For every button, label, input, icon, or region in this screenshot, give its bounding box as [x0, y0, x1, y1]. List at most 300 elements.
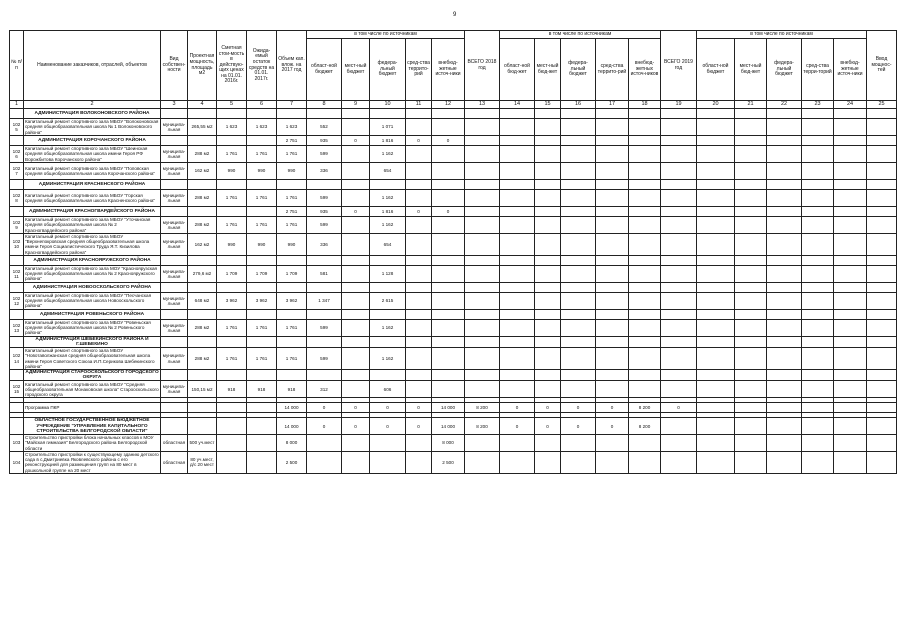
- empty-cell: [834, 292, 867, 309]
- empty-cell: [834, 336, 867, 347]
- empty-cell: [465, 435, 500, 452]
- empty-cell: [342, 348, 370, 370]
- value-cell: 0: [342, 136, 370, 146]
- empty-cell: [10, 109, 24, 119]
- empty-cell: [535, 207, 561, 217]
- empty-cell: [834, 348, 867, 370]
- empty-cell: [867, 418, 897, 435]
- value-cell: 990: [217, 163, 247, 180]
- empty-cell: [661, 452, 697, 474]
- empty-cell: [500, 319, 535, 336]
- section-row: [10, 418, 897, 435]
- empty-cell: [767, 282, 802, 292]
- value-cell: 8 000: [277, 435, 307, 452]
- empty-cell: [406, 190, 432, 207]
- empty-cell: [596, 265, 629, 282]
- empty-cell: [735, 418, 767, 435]
- empty-cell: [802, 255, 834, 265]
- empty-cell: [406, 319, 432, 336]
- value-cell: 599: [307, 146, 342, 163]
- empty-cell: [767, 265, 802, 282]
- header-commissioning: Ввод мощнос-тей: [867, 31, 897, 101]
- empty-cell: [217, 207, 247, 217]
- empty-cell: [370, 452, 406, 474]
- subheader-2018: внебюд-жетных источ-ников: [629, 39, 661, 101]
- empty-cell: [247, 403, 277, 413]
- empty-cell: [629, 336, 661, 347]
- empty-cell: [432, 370, 465, 381]
- section-name: АДМИНИСТРАЦИЯ НОВООСКОЛЬСКОГО РАЙОНА: [24, 282, 161, 292]
- empty-cell: [247, 109, 277, 119]
- value-cell: 1 761: [247, 348, 277, 370]
- empty-cell: [661, 119, 697, 136]
- header-estimated-cost: Сметная стои-мость в действую-щих ценах на 01.01. 2016г.: [217, 31, 247, 101]
- value-cell: 1 816: [370, 136, 406, 146]
- empty-cell: [629, 370, 661, 381]
- section-name: АДМИНИСТРАЦИЯ СТАРООСКОЛЬСКОГО ГОРОДСКОГО ОКРУГА: [25, 370, 159, 381]
- empty-cell: [432, 217, 465, 234]
- value-cell: 990: [247, 163, 277, 180]
- section-name: АДМИНИСТРАЦИЯ ВОЛОКОНОВСКОГО РАЙОНА: [24, 109, 161, 119]
- empty-cell: [867, 136, 897, 146]
- object-name: Капитальный ремонт спортивного зала МБОУ "Шеинская средняя общеобразовательная школа имени Героя РФ Ворожбитова Корочанского района": [24, 146, 161, 163]
- empty-cell: [867, 217, 897, 234]
- empty-cell: [161, 336, 188, 347]
- empty-cell: [735, 234, 767, 256]
- empty-cell: [342, 336, 370, 347]
- empty-cell: [697, 255, 735, 265]
- value-cell: 1 761: [247, 319, 277, 336]
- empty-cell: [735, 136, 767, 146]
- value-cell: 3 962: [277, 292, 307, 309]
- object-name: Капитальный ремонт спортивного зала МБОУ "Уточанская средняя общеобразовательная школа № 2 Красногвардейского района": [24, 217, 161, 234]
- empty-cell: [500, 282, 535, 292]
- value-cell: 0: [535, 403, 561, 413]
- empty-cell: [867, 109, 897, 119]
- empty-cell: [500, 370, 535, 381]
- header-no: № п/п: [10, 31, 24, 101]
- empty-cell: [217, 255, 247, 265]
- empty-cell: [342, 452, 370, 474]
- empty-cell: [500, 136, 535, 146]
- empty-cell: [697, 403, 735, 413]
- empty-cell: [465, 180, 500, 190]
- value-cell: 8 200: [629, 403, 661, 413]
- empty-cell: [802, 418, 834, 435]
- empty-cell: [735, 292, 767, 309]
- empty-cell: [217, 403, 247, 413]
- empty-cell: [735, 336, 767, 347]
- subheader-2018: федера-льный бюджет: [561, 39, 596, 101]
- value-cell: 0: [307, 403, 342, 413]
- empty-cell: [561, 109, 596, 119]
- column-number: 13: [465, 101, 500, 109]
- empty-cell: [867, 180, 897, 190]
- empty-cell: [561, 163, 596, 180]
- ownership-type: муниципа-льная: [161, 217, 188, 234]
- empty-cell: [802, 109, 834, 119]
- empty-cell: [767, 163, 802, 180]
- column-number: 8: [307, 101, 342, 109]
- empty-cell: [465, 370, 500, 381]
- header-sources-2018: в том числе по источникам: [500, 31, 661, 39]
- empty-cell: [834, 136, 867, 146]
- empty-cell: [161, 207, 188, 217]
- row-number: 102 9: [10, 217, 24, 234]
- empty-cell: [867, 234, 897, 256]
- empty-cell: [500, 292, 535, 309]
- column-number: 7: [277, 101, 307, 109]
- empty-cell: [217, 336, 247, 347]
- empty-cell: [535, 435, 561, 452]
- empty-cell: [629, 207, 661, 217]
- empty-cell: [161, 255, 188, 265]
- empty-cell: [661, 309, 697, 319]
- empty-cell: [596, 319, 629, 336]
- empty-cell: [867, 319, 897, 336]
- empty-cell: [834, 207, 867, 217]
- empty-cell: [561, 255, 596, 265]
- empty-cell: [661, 265, 697, 282]
- section-row: [10, 180, 897, 190]
- empty-cell: [802, 163, 834, 180]
- empty-cell: [535, 136, 561, 146]
- value-cell: 1 816: [370, 207, 406, 217]
- empty-cell: [535, 348, 561, 370]
- empty-cell: [802, 146, 834, 163]
- subheader-2019: мест-ный бюд-жет: [735, 39, 767, 101]
- empty-cell: [867, 403, 897, 413]
- empty-cell: [432, 282, 465, 292]
- empty-cell: [500, 255, 535, 265]
- empty-cell: [500, 336, 535, 347]
- section-row: [10, 255, 897, 265]
- page-number: 9: [453, 12, 457, 18]
- value-cell: 918: [247, 381, 277, 398]
- empty-cell: [10, 255, 24, 265]
- empty-cell: [370, 336, 406, 347]
- empty-cell: [596, 146, 629, 163]
- empty-cell: [161, 418, 188, 435]
- empty-cell: [247, 370, 277, 381]
- empty-cell: [432, 180, 465, 190]
- capacity: 265,55 м2: [188, 119, 217, 136]
- value-cell: 8 200: [465, 403, 500, 413]
- value-cell: 14 000: [277, 418, 307, 435]
- value-cell: 3 962: [217, 292, 247, 309]
- empty-cell: [661, 255, 697, 265]
- empty-cell: [370, 309, 406, 319]
- value-cell: 0: [370, 403, 406, 413]
- column-number: 15: [535, 101, 561, 109]
- value-cell: 599: [307, 190, 342, 207]
- empty-cell: [596, 309, 629, 319]
- empty-cell: [697, 282, 735, 292]
- empty-cell: [867, 292, 897, 309]
- empty-cell: [767, 255, 802, 265]
- empty-cell: [277, 109, 307, 119]
- value-cell: 1 162: [370, 190, 406, 207]
- subheader-2017: област-ной бюджет: [307, 39, 342, 101]
- empty-cell: [342, 292, 370, 309]
- row-number: 102 12: [10, 292, 24, 309]
- empty-cell: [561, 180, 596, 190]
- empty-cell: [661, 190, 697, 207]
- object-name: Капитальный ремонт спортивного зала МБОУ "Горская средняя общеобразовательная школа Красненского района": [24, 190, 161, 207]
- section-name: АДМИНИСТРАЦИЯ КОРОЧАНСКОГО РАЙОНА: [24, 136, 161, 146]
- value-cell: 990: [247, 234, 277, 256]
- empty-cell: [697, 370, 735, 381]
- value-cell: 0: [406, 403, 432, 413]
- empty-cell: [535, 282, 561, 292]
- empty-cell: [432, 255, 465, 265]
- table-body: [10, 101, 897, 474]
- empty-cell: [465, 146, 500, 163]
- empty-cell: [735, 109, 767, 119]
- empty-cell: [802, 381, 834, 398]
- empty-cell: [629, 282, 661, 292]
- empty-cell: [697, 435, 735, 452]
- empty-cell: [629, 452, 661, 474]
- empty-cell: [802, 336, 834, 347]
- empty-cell: [767, 119, 802, 136]
- table-row: [10, 435, 897, 452]
- empty-cell: [867, 119, 897, 136]
- empty-cell: [596, 452, 629, 474]
- empty-cell: [188, 109, 217, 119]
- value-cell: 1 623: [277, 119, 307, 136]
- empty-cell: [834, 190, 867, 207]
- empty-cell: [432, 348, 465, 370]
- program-name: Программа ПКР: [24, 403, 161, 413]
- object-name: Строительство пристройки к существующему зданию детского сада в с.Дмитриевка Яковлевского района с его реконструкцией для размещения групп на 80 мест в дошкольной группе на 20 мест: [25, 452, 159, 473]
- column-number: 20: [697, 101, 735, 109]
- empty-cell: [500, 180, 535, 190]
- empty-cell: [500, 309, 535, 319]
- empty-cell: [342, 180, 370, 190]
- empty-cell: [735, 381, 767, 398]
- empty-cell: [406, 282, 432, 292]
- empty-cell: [465, 452, 500, 474]
- empty-cell: [697, 207, 735, 217]
- empty-cell: [188, 418, 217, 435]
- empty-cell: [629, 163, 661, 180]
- value-cell: 0: [596, 418, 629, 435]
- empty-cell: [802, 435, 834, 452]
- empty-cell: [500, 265, 535, 282]
- empty-cell: [307, 336, 342, 347]
- empty-cell: [342, 109, 370, 119]
- empty-cell: [342, 255, 370, 265]
- table-row: [10, 381, 897, 398]
- empty-cell: [767, 348, 802, 370]
- empty-cell: [465, 109, 500, 119]
- empty-cell: [500, 109, 535, 119]
- empty-cell: [867, 370, 897, 381]
- empty-cell: [735, 163, 767, 180]
- empty-cell: [629, 319, 661, 336]
- empty-cell: [802, 282, 834, 292]
- empty-cell: [697, 309, 735, 319]
- value-cell: 0: [432, 136, 465, 146]
- table-row: [10, 146, 897, 163]
- empty-cell: [535, 255, 561, 265]
- empty-cell: [342, 190, 370, 207]
- empty-cell: [247, 336, 277, 347]
- value-cell: 0: [432, 207, 465, 217]
- value-cell: 8 200: [465, 418, 500, 435]
- capacity: 288 м2: [188, 348, 217, 370]
- empty-cell: [697, 348, 735, 370]
- value-cell: 935: [307, 207, 342, 217]
- column-number: 4: [188, 101, 217, 109]
- empty-cell: [834, 381, 867, 398]
- empty-cell: [406, 348, 432, 370]
- empty-cell: [596, 336, 629, 347]
- column-number: 21: [735, 101, 767, 109]
- empty-cell: [661, 180, 697, 190]
- column-number: 11: [406, 101, 432, 109]
- value-cell: 1 071: [370, 119, 406, 136]
- value-cell: 1 128: [370, 265, 406, 282]
- empty-cell: [10, 336, 24, 347]
- empty-cell: [342, 119, 370, 136]
- empty-cell: [342, 217, 370, 234]
- empty-cell: [406, 146, 432, 163]
- value-cell: 0: [342, 207, 370, 217]
- row-number: 102 5: [10, 119, 24, 136]
- value-cell: 0: [500, 418, 535, 435]
- empty-cell: [697, 265, 735, 282]
- empty-cell: [802, 217, 834, 234]
- empty-cell: [596, 292, 629, 309]
- capacity: 279,6 м2: [188, 265, 217, 282]
- row-number: 102 10: [10, 234, 24, 256]
- empty-cell: [247, 435, 277, 452]
- table-row: [10, 234, 897, 256]
- empty-cell: [596, 348, 629, 370]
- empty-cell: [561, 370, 596, 381]
- empty-cell: [735, 119, 767, 136]
- empty-cell: [735, 207, 767, 217]
- empty-cell: [561, 452, 596, 474]
- empty-cell: [596, 119, 629, 136]
- empty-cell: [406, 265, 432, 282]
- empty-cell: [767, 146, 802, 163]
- empty-cell: [697, 163, 735, 180]
- ownership-type: муниципа-льная: [161, 348, 188, 370]
- row-number: 102 14: [10, 348, 24, 370]
- row-number: 102 13: [10, 319, 24, 336]
- column-number: 25: [867, 101, 897, 109]
- object-name: Капитальный ремонт спортивного зала МБОУ "Поповская средняя общеобразовательная школа Корочанского района": [24, 163, 161, 180]
- empty-cell: [188, 136, 217, 146]
- column-number: 10: [370, 101, 406, 109]
- ownership-type: муниципа-льная: [161, 381, 188, 398]
- value-cell: 935: [307, 136, 342, 146]
- section-row: [10, 309, 897, 319]
- empty-cell: [406, 370, 432, 381]
- value-cell: 1 623: [247, 119, 277, 136]
- column-number: 22: [767, 101, 802, 109]
- capacity: 162 м2: [188, 163, 217, 180]
- value-cell: 599: [307, 348, 342, 370]
- empty-cell: [432, 119, 465, 136]
- value-cell: 1 162: [370, 217, 406, 234]
- empty-cell: [277, 255, 307, 265]
- value-cell: 8 000: [432, 435, 465, 452]
- header-name: Наименование заказчиков, отраслей, объектов: [24, 31, 161, 101]
- header-total-2019: ВСЕГО 2019 год: [661, 31, 697, 101]
- empty-cell: [561, 207, 596, 217]
- empty-cell: [406, 309, 432, 319]
- value-cell: 1 761: [277, 319, 307, 336]
- value-cell: 8 200: [629, 418, 661, 435]
- value-cell: 1 761: [217, 146, 247, 163]
- value-cell: 2 615: [370, 292, 406, 309]
- ownership-type: муниципа-льная: [161, 319, 188, 336]
- subheader-2017: мест-ный бюджет: [342, 39, 370, 101]
- subheader-2019: област-ной бюджет: [697, 39, 735, 101]
- empty-cell: [342, 265, 370, 282]
- empty-cell: [834, 309, 867, 319]
- value-cell: 1 761: [217, 348, 247, 370]
- value-cell: 14 000: [277, 403, 307, 413]
- value-cell: 336: [307, 234, 342, 256]
- value-cell: 1 709: [277, 265, 307, 282]
- empty-cell: [661, 234, 697, 256]
- empty-cell: [661, 435, 697, 452]
- empty-cell: [307, 370, 342, 381]
- row-number: 102 15: [10, 381, 24, 398]
- empty-cell: [247, 282, 277, 292]
- empty-cell: [834, 119, 867, 136]
- empty-cell: [217, 282, 247, 292]
- value-cell: 0: [342, 418, 370, 435]
- empty-cell: [10, 136, 24, 146]
- row-number: 102 6: [10, 146, 24, 163]
- header-volume-2017: Объем кап. влож. на 2017 год: [277, 31, 307, 101]
- empty-cell: [802, 180, 834, 190]
- empty-cell: [834, 217, 867, 234]
- empty-cell: [432, 336, 465, 347]
- empty-cell: [307, 109, 342, 119]
- empty-cell: [217, 180, 247, 190]
- empty-cell: [661, 282, 697, 292]
- column-number: 5: [217, 101, 247, 109]
- table-row: [10, 452, 897, 474]
- value-cell: 1 761: [247, 146, 277, 163]
- empty-cell: [535, 292, 561, 309]
- empty-cell: [629, 309, 661, 319]
- empty-cell: [161, 282, 188, 292]
- empty-cell: [307, 180, 342, 190]
- empty-cell: [465, 319, 500, 336]
- empty-cell: [661, 348, 697, 370]
- empty-cell: [535, 217, 561, 234]
- empty-cell: [629, 234, 661, 256]
- empty-cell: [834, 234, 867, 256]
- empty-cell: [500, 381, 535, 398]
- empty-cell: [406, 255, 432, 265]
- empty-cell: [802, 207, 834, 217]
- empty-cell: [307, 255, 342, 265]
- empty-cell: [735, 265, 767, 282]
- empty-cell: [561, 190, 596, 207]
- table-row: [10, 190, 897, 207]
- empty-cell: [802, 136, 834, 146]
- empty-cell: [867, 348, 897, 370]
